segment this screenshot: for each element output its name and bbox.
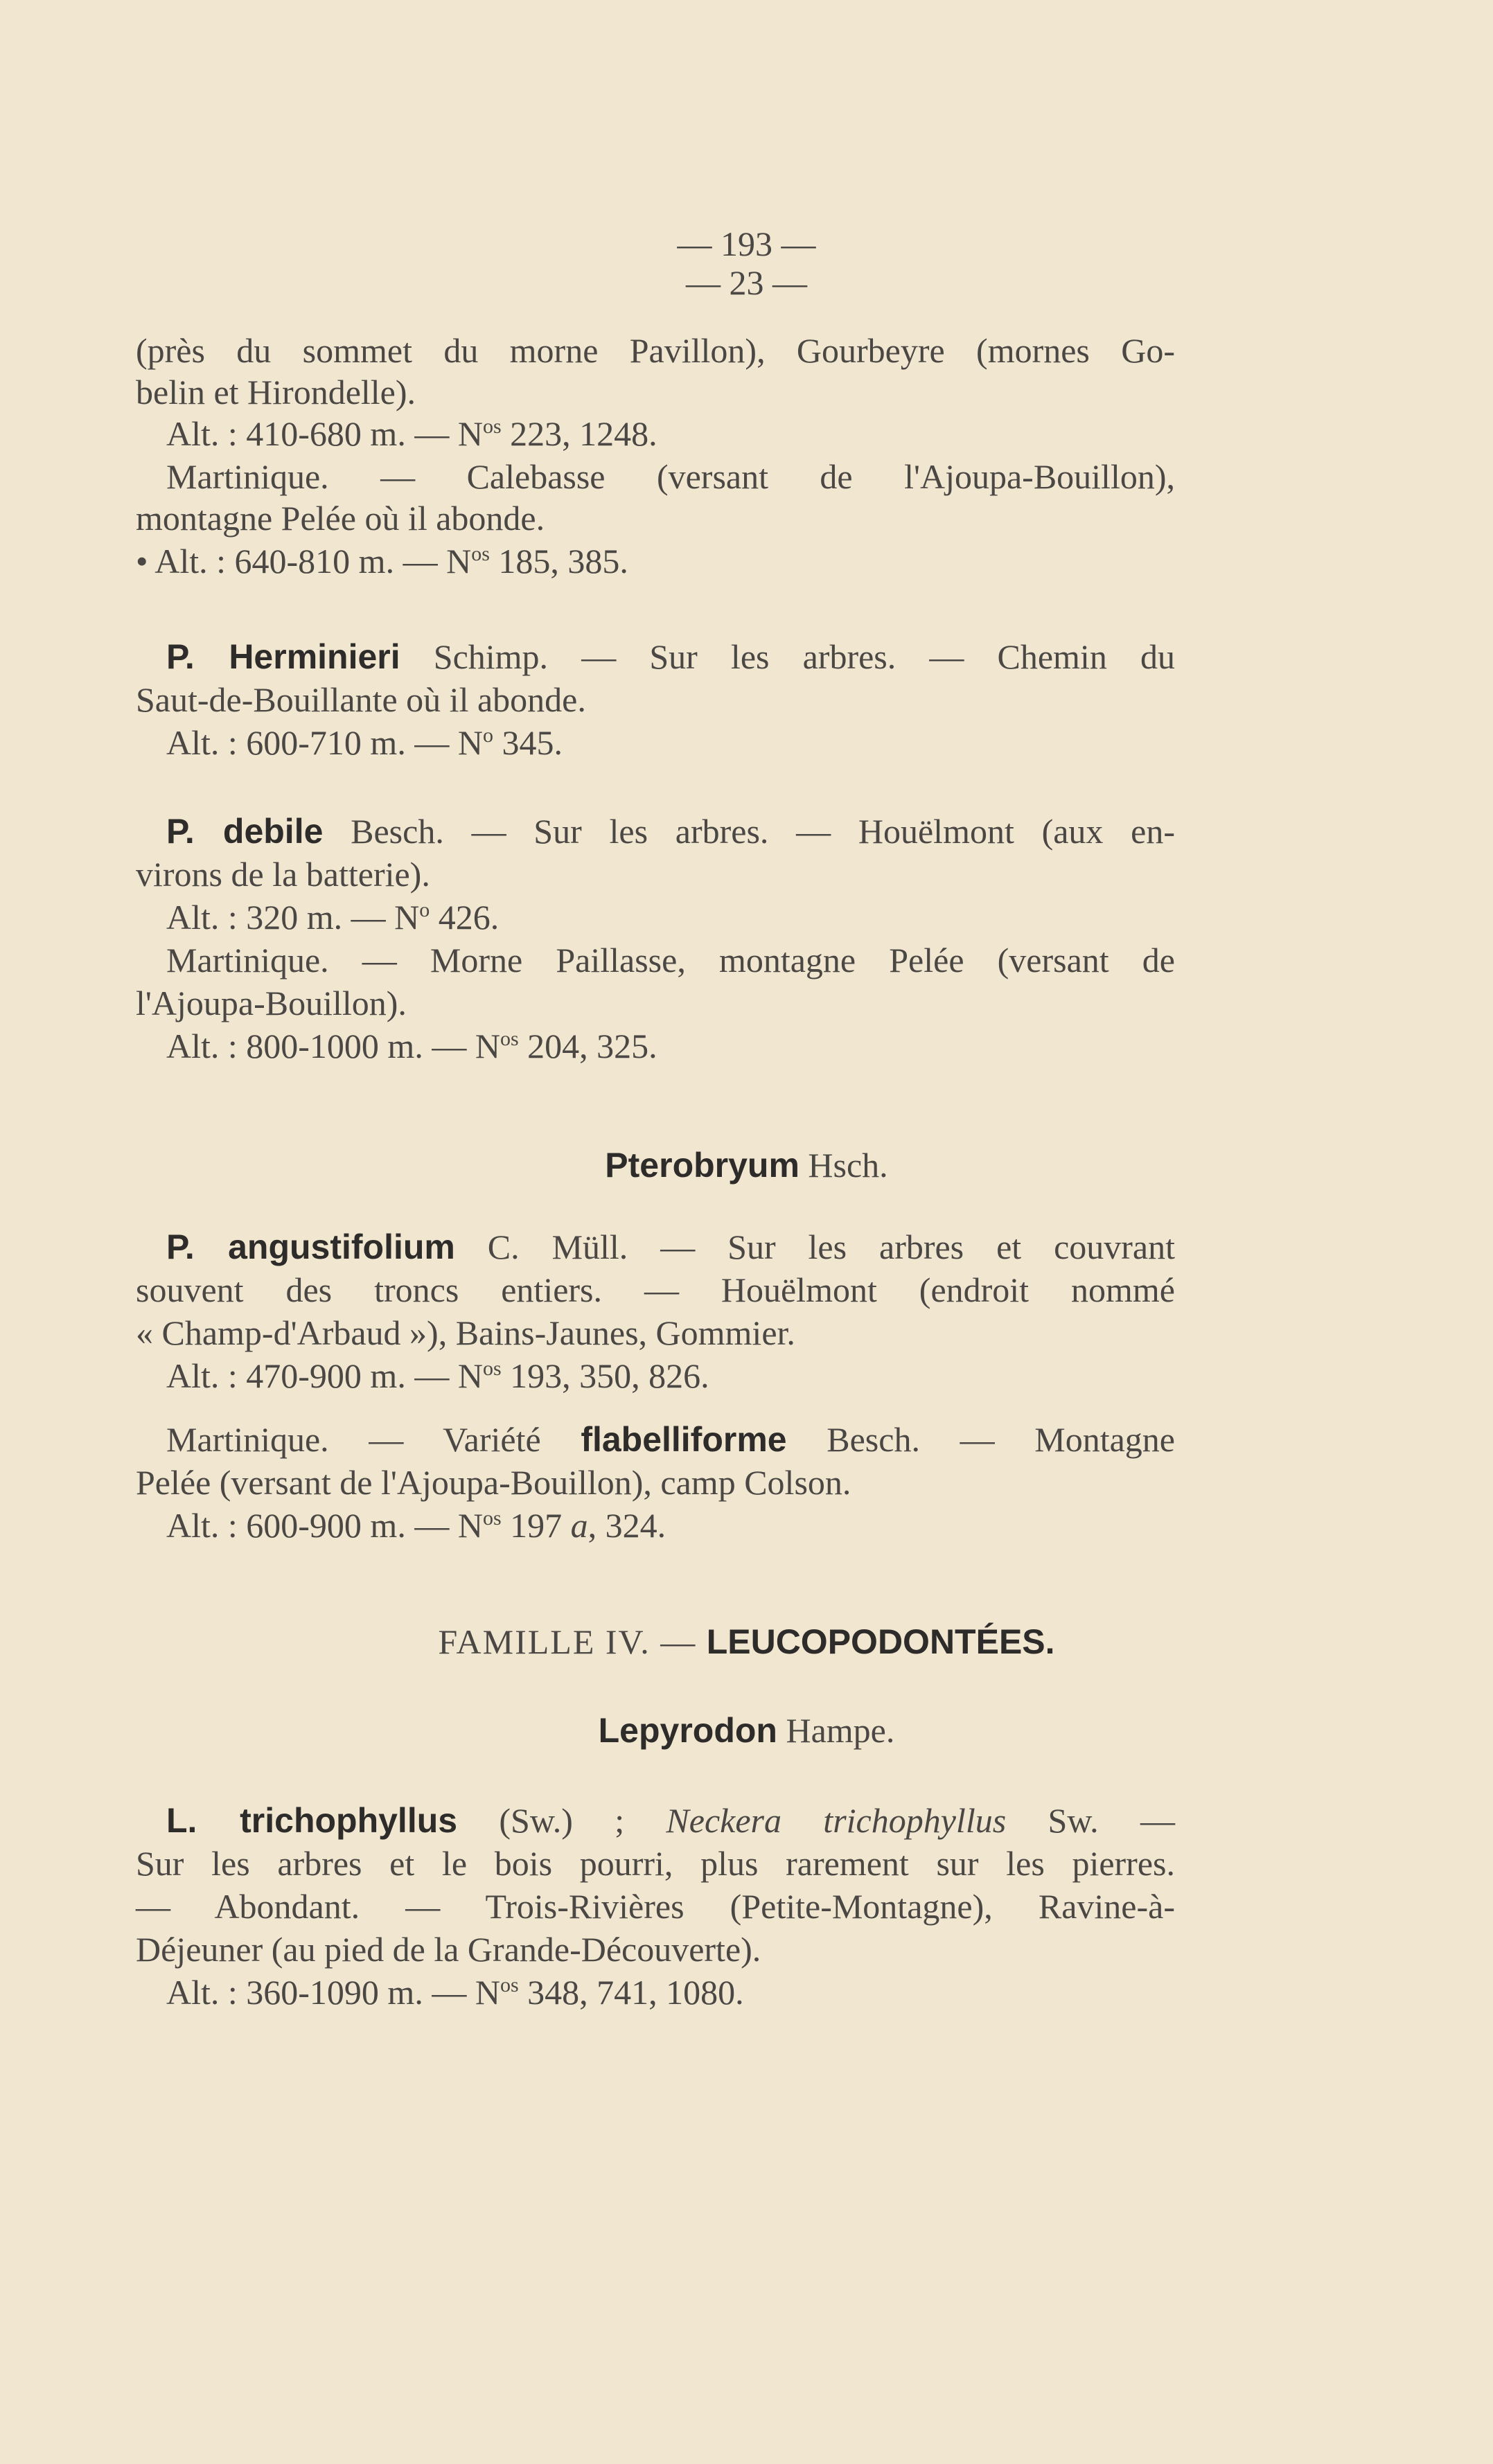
species-entry-herminieri: P. Herminieri Schimp. — Sur les arbres. — Chemin du (166, 637, 1175, 676)
text-line: Martinique. — Morne Paillasse, montagne Pelée (versant de (166, 941, 1175, 980)
altitude-line: Alt. : 410-680 m. — $N^{os}$ 223, 1248. (166, 414, 657, 453)
genus-heading-pterobryum: Pterobryum Hsch. (605, 1146, 888, 1185)
text-line: Sur les arbres et le bois pourri, plus rarement sur les pierres. (136, 1844, 1175, 1883)
species-entry-angustifolium: P. angustifolium C. Müll. — Sur les arbres et couvrant (166, 1227, 1175, 1266)
altitude-line: • Alt. : 640-810 m. — $N^{os}$ 185, 385. (136, 542, 628, 580)
text-line: Déjeuner (au pied de la Grande-Découverte). (136, 1930, 761, 1969)
text-line: belin et Hirondelle). (136, 373, 416, 411)
text-line: — Abondant. — Trois-Rivières (Petite-Montagne), Ravine-à- (136, 1887, 1175, 1926)
text-line: Martinique. — Calebasse (versant de l'Ajoupa-Bouillon), (166, 457, 1175, 496)
variety-line: Martinique. — Variété flabelliforme Besch. — Montagne (166, 1420, 1175, 1459)
family-heading: FAMILLE IV. — LEUCOPODONTÉES. (438, 1622, 1055, 1661)
altitude-line: Alt. : 800-1000 m. — $N^{os}$ 204, 325. (166, 1027, 657, 1065)
altitude-line: Alt. : 600-900 m. — $N^{os}$ 197 a, 324. (166, 1506, 666, 1545)
altitude-line: Alt. : 360-1090 m. — $N^{os}$ 348, 741, 1080. (166, 1973, 744, 2012)
altitude-line: Alt. : 470-900 m. — $N^{os}$ 193, 350, 826. (166, 1356, 709, 1395)
altitude-line: Alt. : 600-710 m. — $N^o$ 345. (166, 723, 563, 762)
page-number: — 193 — (677, 224, 816, 263)
text-line: « Champ-d'Arbaud »), Bains-Jaunes, Gommier. (136, 1313, 795, 1352)
species-name: P. Herminieri (166, 637, 400, 676)
text-line: montagne Pelée où il abonde. (136, 499, 545, 538)
text-line: (près du sommet du morne Pavillon), Gourbeyre (mornes Go- (136, 331, 1175, 370)
species-name: P. debile (166, 812, 324, 851)
text-line: l'Ajoupa-Bouillon). (136, 984, 407, 1022)
section-number: — 23 — (686, 263, 807, 302)
text-line: souvent des troncs entiers. — Houëlmont (endroit nommé (136, 1270, 1175, 1309)
altitude-line: Alt. : 320 m. — $N^o$ 426. (166, 898, 500, 937)
genus-heading-lepyrodon: Lepyrodon Hampe. (598, 1711, 895, 1750)
text-line: Saut-de-Bouillante où il abonde. (136, 680, 586, 719)
species-entry-trichophyllus: L. trichophyllus (Sw.) ; Neckera trichophyllus Sw. — (166, 1801, 1175, 1840)
text-line: virons de la batterie). (136, 855, 430, 894)
synonym: Neckera trichophyllus (666, 1801, 1007, 1840)
species-name: P. angustifolium (166, 1227, 455, 1266)
species-entry-debile: P. debile Besch. — Sur les arbres. — Houëlmont (aux en- (166, 812, 1175, 851)
text-line: Pelée (versant de l'Ajoupa-Bouillon), camp Colson. (136, 1463, 851, 1502)
species-name: L. trichophyllus (166, 1801, 458, 1840)
